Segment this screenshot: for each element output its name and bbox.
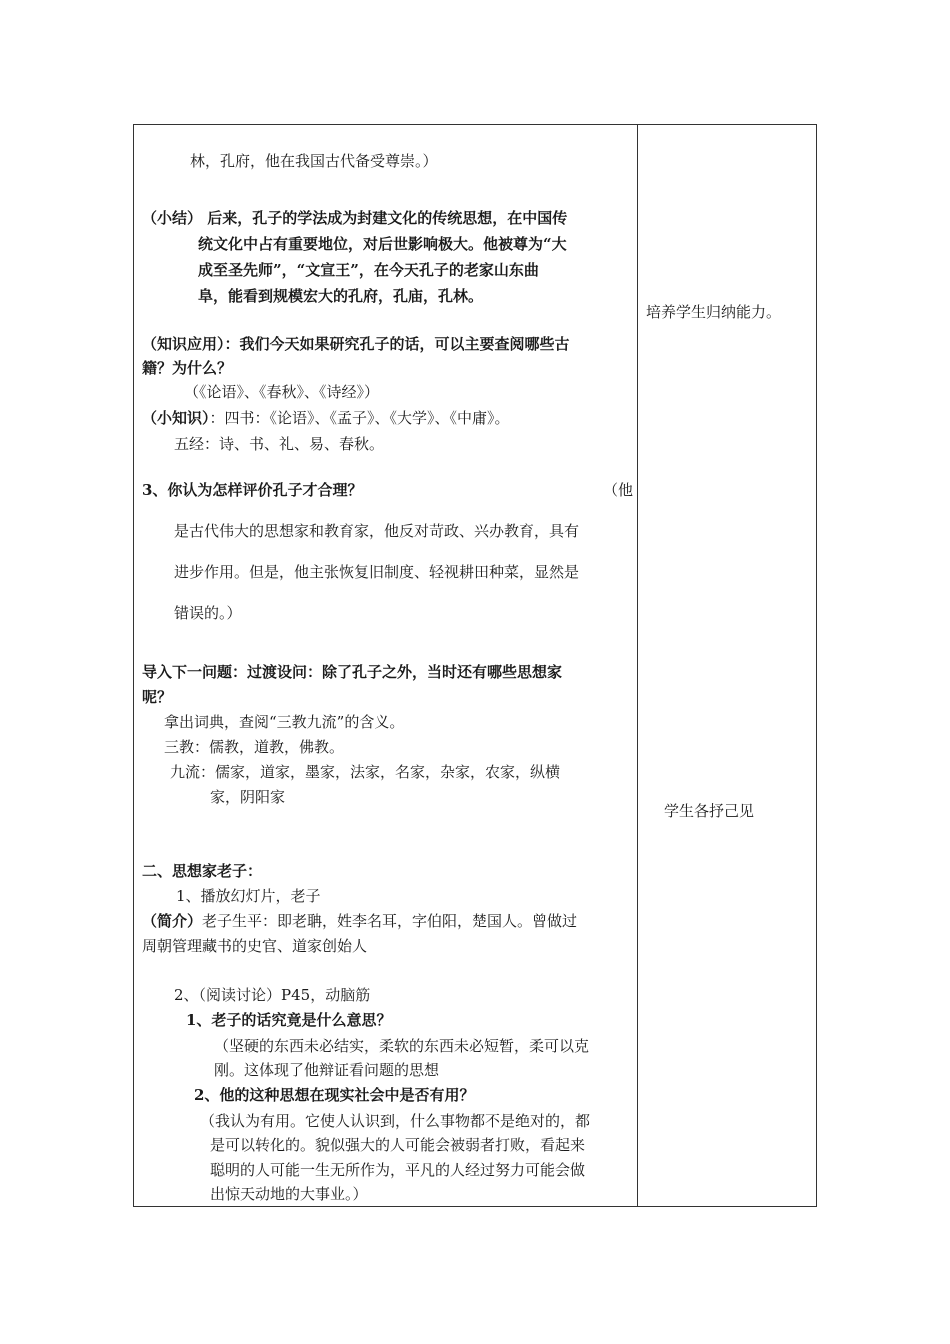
question-3: 3、你认为怎样评价孔子才合理？ [142,481,363,499]
discussion-question: 2、他的这种思想在现实社会中是否有用？ [194,1086,475,1104]
discussion-question: 1、老子的话究竟是什么意思？ [186,1011,392,1029]
text-line: 三教：儒教，道教，佛教。 [164,738,345,756]
answer-line: 进步作用。但是，他主张恢复旧制度、轻视耕田种菜，显然是 [174,563,580,581]
text-line: 家，阴阳家 [210,788,286,806]
text-line: 九流：儒家，道家，墨家，法家，名家，杂家，农家，纵横 [170,763,561,781]
next-question: 导入下一问题：过渡设问：除了孔子之外，当时还有哪些思想家 [142,663,563,681]
summary-line: 成至圣先师”，“文宣王”，在今天孔子的老家山东曲 [198,261,539,279]
answer-line: 错误的。） [174,604,242,622]
summary-line: （小结） 后来，孔子的学法成为封建文化的传统思想，在中国传 [142,209,568,227]
knowledge-question: 籍？为什么？ [142,359,233,377]
answer-line: 是古代伟大的思想家和教育家，他反对苛政、兴办教育，具有 [174,522,580,540]
intro-text: 老子生平：即老聃，姓李名耳，字伯阳，楚国人。曾做过 [202,912,578,930]
intro-line [142,911,577,931]
answer-line: （坚硬的东西未必结实，柔软的东西未必短暂，柔可以克 [214,1037,590,1055]
next-question: 呢？ [142,688,173,706]
summary-line: 统文化中占有重要地位，对后世影响极大。他被尊为“大 [198,235,567,253]
answer-line: 刚。这体现了他辩证看问题的思想 [214,1061,440,1079]
note-induction: 培养学生归纳能力。 [646,303,782,321]
text-line: （《论语》、《春秋》、《诗经》） [184,383,380,401]
intro-label: （简介） [142,912,203,930]
lesson-table [133,124,817,1207]
summary-line: 阜，能看到规模宏大的孔府，孔庙，孔林。 [198,287,484,305]
answer-line: 是可以转化的。貌似强大的人可能会被弱者打败，看起来 [210,1136,586,1154]
text-line: 周朝管理藏书的史官、道家创始人 [142,937,368,955]
text-line: 拿出词典，查阅“三教九流”的含义。 [164,713,405,731]
tip-text: ：四书：《论语》、《孟子》、《大学》、《中庸》。 [209,409,510,427]
section-heading: 二、思想家老子： [142,862,263,880]
knowledge-question: （知识应用）：我们今天如果研究孔子的话，可以主要查阅哪些古 [142,335,570,353]
text-line: 2、（阅读讨论）P45，动脑筋 [174,986,371,1004]
tip-label: （小知识） [142,409,210,427]
tip-line [142,408,510,428]
answer-line: 聪明的人可能一生无所作为，平凡的人经过努力可能会做 [210,1161,586,1179]
answer-line: （我认为有用。它使人认识到，什么事物都不是绝对的，都 [200,1112,591,1130]
column-divider [637,125,638,1206]
answer-line: 出惊天动地的大事业。） [210,1185,368,1203]
text-line: 1、播放幻灯片，老子 [176,887,321,905]
text-line: 五经：诗、书、礼、易、春秋。 [174,435,385,453]
text-line: 林，孔府，他在我国古代备受尊崇。） [190,152,438,170]
note-opinions: 学生各抒己见 [664,802,755,820]
answer-start: （他 [603,481,634,499]
